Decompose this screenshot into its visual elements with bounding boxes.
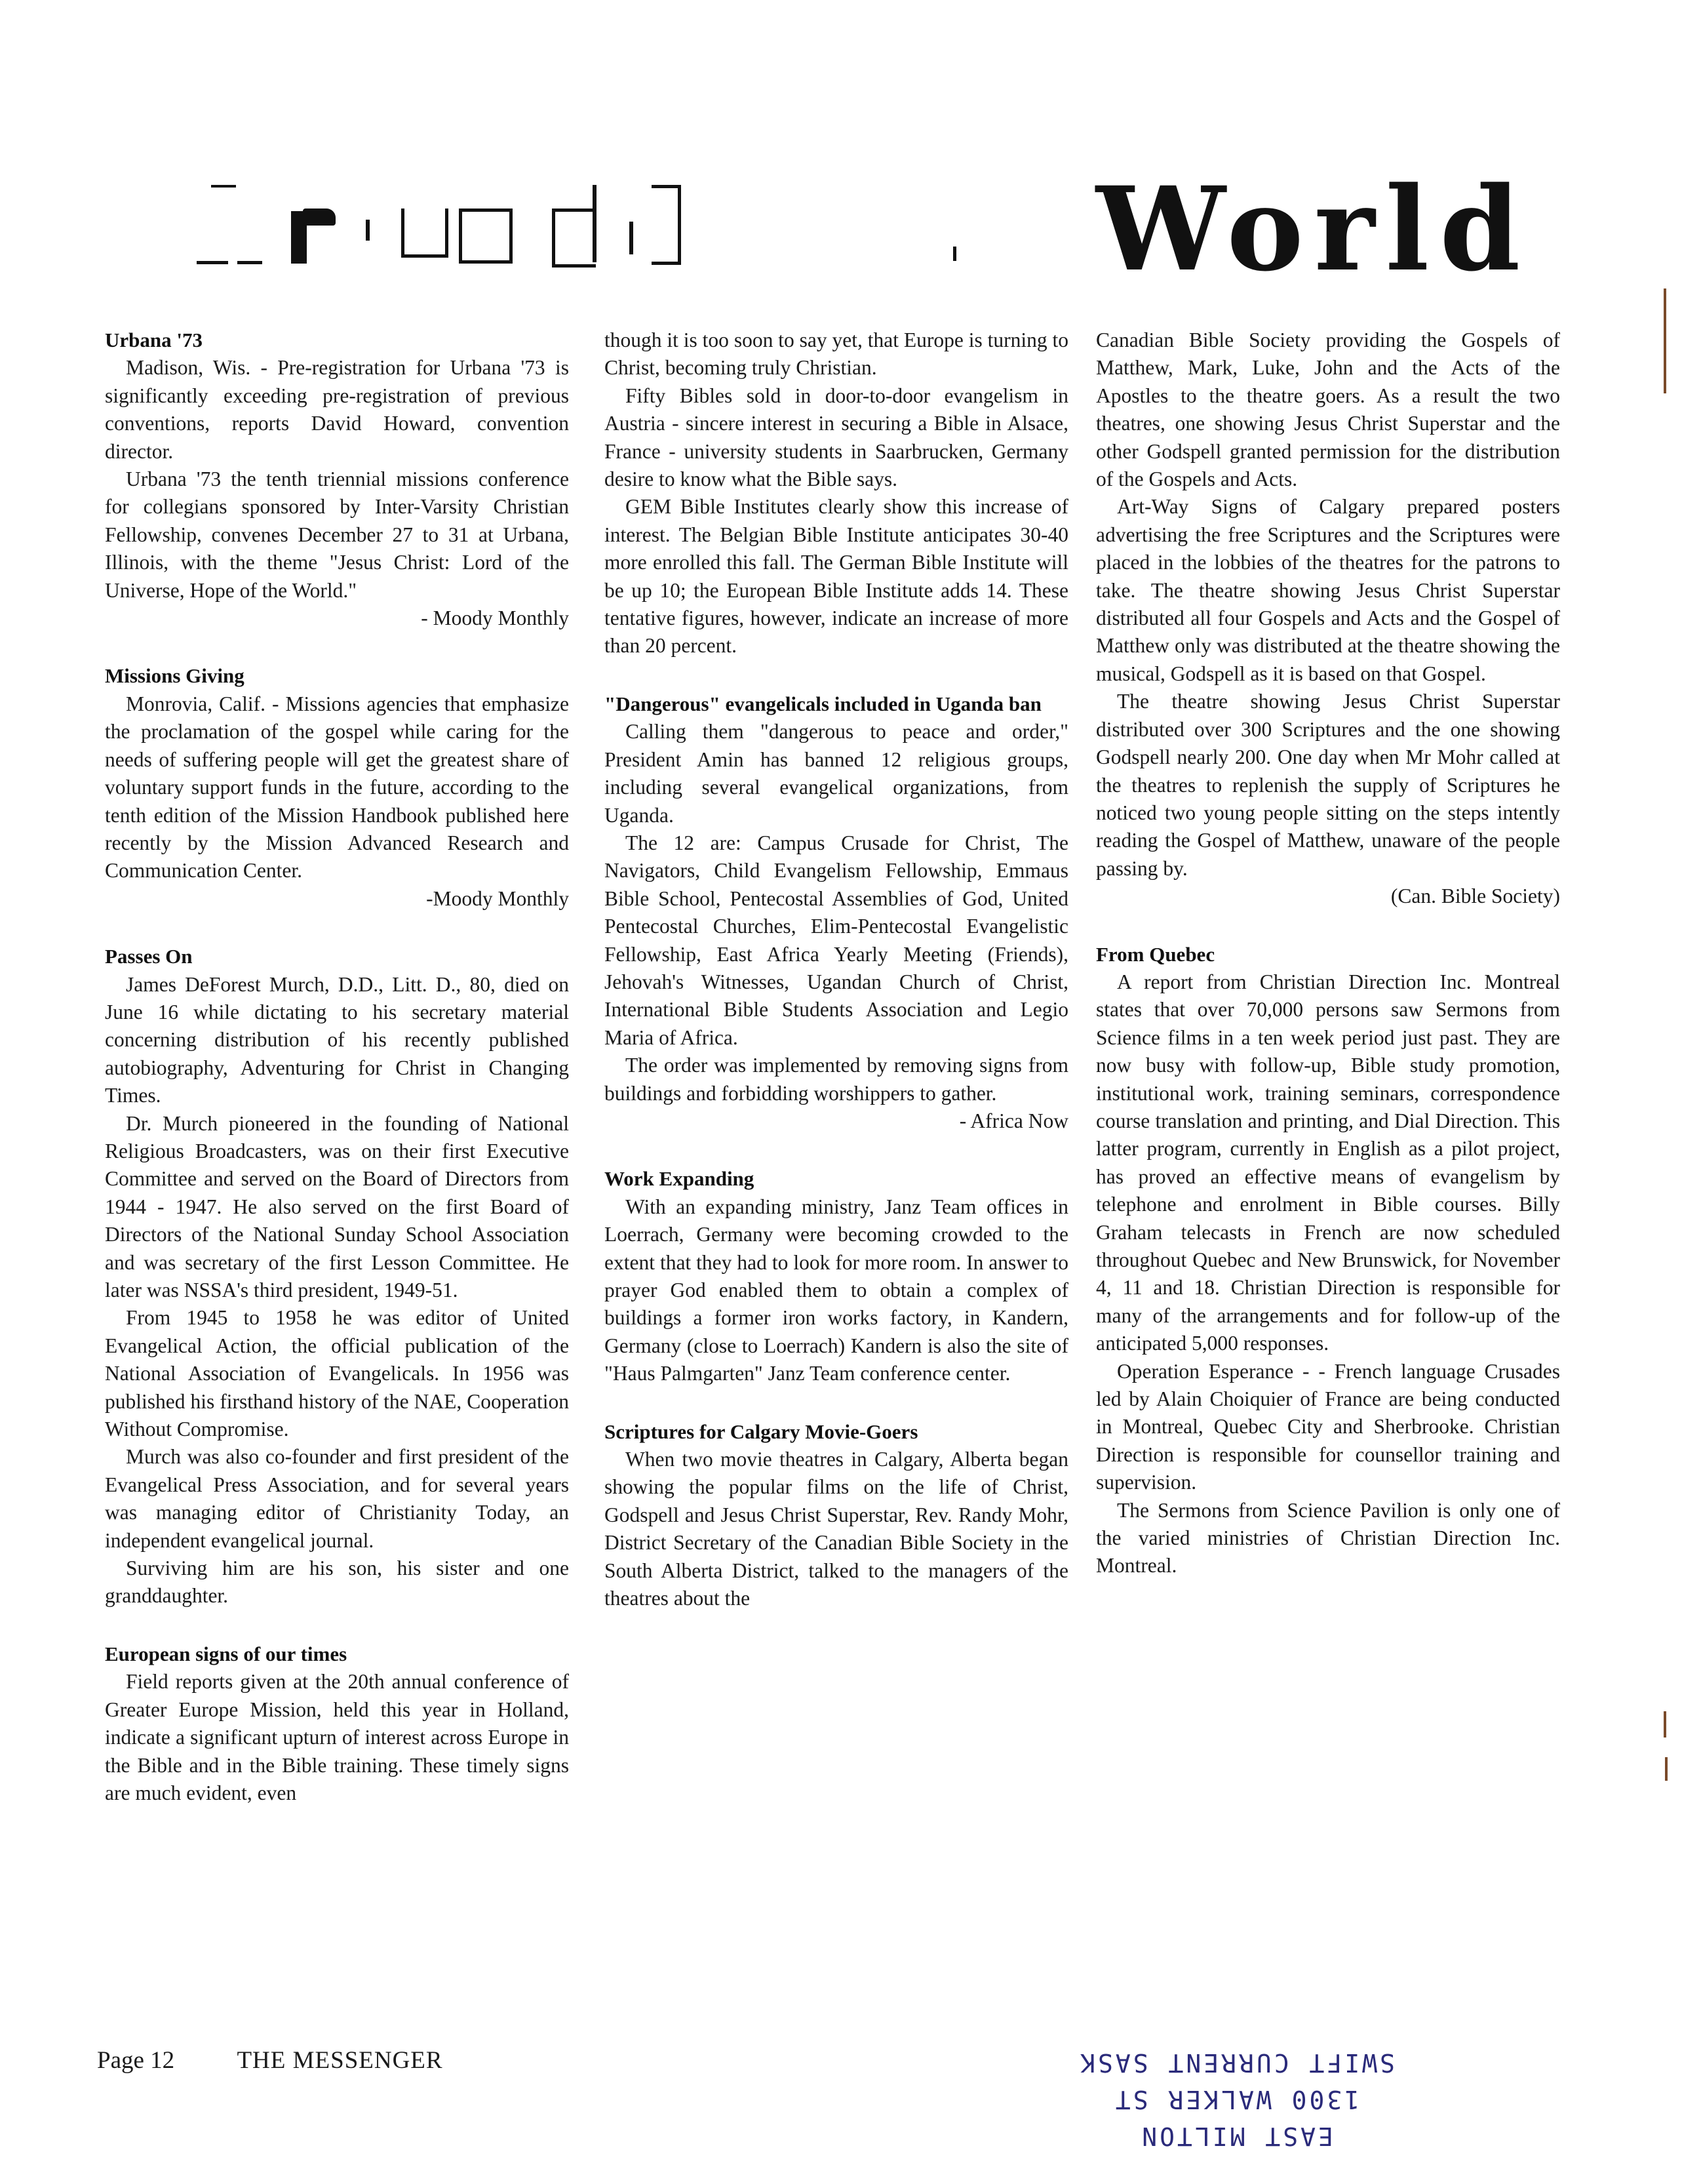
article-uganda-ban	[604, 690, 1068, 1136]
article-paragraph: GEM Bible Institutes clearly show this increase of interest. The Belgian Bible Institute anticipates 30-40 more enrolled this fall. The German Bible Institute will be up 10; the European Bible Institute adds 14. These tentative figures, however, indicate an increase of more than 20 percent.	[604, 495, 1068, 658]
article-paragraph: Surviving him are his son, his sister and one granddaughter.	[105, 1557, 569, 1608]
masthead-fragment	[303, 208, 336, 226]
masthead-fragment	[366, 220, 370, 241]
masthead-fragment	[459, 208, 513, 264]
article-calgary-scriptures-continued	[1096, 327, 1560, 911]
masthead-fragment	[593, 185, 597, 262]
column-1	[105, 327, 569, 1837]
publication-name: THE MESSENGER	[237, 2047, 443, 2074]
article-paragraph: The theatre showing Jesus Christ Superstar distributed over 300 Scriptures and the one showing Godspell nearly 200. One day when Mr Mohr called at the theatres to replenish the supply of Scriptures he noticed two young people sitting on the steps intently reading the Gospel of Matthew, unaware of the people passing by.	[1096, 690, 1560, 880]
article-heading: Missions Giving	[105, 664, 244, 688]
masthead-fragment	[197, 261, 228, 264]
masthead-fragment	[629, 222, 633, 254]
article-paragraph: From 1945 to 1958 he was editor of United Evangelical Action, the official publication of the National Association of Evangelicals. In 1956 was published his firsthand history of the NAE, Cooperation Without Compromise.	[105, 1306, 569, 1441]
article-heading: From Quebec	[1096, 942, 1215, 966]
article-paragraph: Calling them "dangerous to peace and order," President Amin has banned 12 religious groups, including several evangelical organizations, from Uganda.	[604, 720, 1068, 827]
article-source: -Moody Monthly	[426, 886, 569, 910]
column-2	[604, 327, 1068, 1642]
masthead	[0, 0, 1682, 308]
masthead-fragment	[237, 261, 262, 264]
article-paragraph: The 12 are: Campus Crusade for Christ, The Navigators, Child Evangelism Fellowship, Emmaus Bible School, Pentecostal Assemblies of God, United Pentecostal Churches, Elim-Pentecostal Evangelistic Fellowship, East Africa Yearly Meeting (Friends), Jehovah's Witnesses, Ugandan Church of Christ, International Bible Students Association and Legio Maria of Africa.	[604, 831, 1068, 1049]
article-heading: Work Expanding	[604, 1167, 754, 1191]
masthead-fragment	[652, 185, 681, 265]
article-paragraph: The order was implemented by removing signs from buildings and forbidding worshippers to gather.	[604, 1054, 1068, 1105]
masthead-fragment	[401, 208, 448, 258]
article-paragraph: With an expanding ministry, Janz Team offices in Loerrach, Germany were becoming crowded to the extent that they had to look for more room. In answer to prayer God enabled them to obtain a complex of buildings a former iron works factory, in Kandern, Germany (close to Loerrach) Kandern is also the site of "Haus Palmgarten" Janz Team conference center.	[604, 1195, 1068, 1385]
article-paragraph: Canadian Bible Society providing the Gospels of Matthew, Mark, Luke, John and the Acts of the Apostles to the theatre goers. As a result the two theatres, one showing Jesus Christ Superstar and the other Godspell granted permission for the distribution of the Gospels and Acts.	[1096, 328, 1560, 491]
binding-mark	[1664, 288, 1666, 393]
column-3	[1096, 327, 1560, 1610]
label-line: 1300 WALKER ST	[1112, 2085, 1360, 2114]
binding-mark	[1665, 1757, 1668, 1781]
article-heading: European signs of our times	[105, 1642, 347, 1665]
article-paragraph: The Sermons from Science Pavilion is only one of the varied ministries of Christian Direction Inc. Montreal.	[1096, 1498, 1560, 1578]
article-paragraph: Dr. Murch pioneered in the founding of National Religious Broadcasters, was on their first Executive Committee and served on the Board of Directors from 1944 - 1947. He also served on the first Board of Directors of the National Sunday School Association and was secretary of the first Lesson Committee. He later was NSSA's third president, 1949-51.	[105, 1111, 569, 1301]
masthead-fragment	[552, 208, 596, 268]
article-paragraph: James DeForest Murch, D.D., Litt. D., 80, died on June 16 while dictating to his secretary material concerning distribution of his recently published autobiography, Adventuring for Christ in Changing Times.	[105, 972, 569, 1107]
article-paragraph: Monrovia, Calif. - Missions agencies that emphasize the proclamation of the gospel while caring for the needs of suffering people will get the greatest share of voluntary support funds in the future, according to the tenth edition of the Mission Handbook published here recently by the Mission Advanced Research and Communication Center.	[105, 692, 569, 883]
label-line: EAST MILTON	[1139, 2122, 1333, 2151]
article-paragraph: Murch was also co-founder and first president of the Evangelical Press Association, and for several years was managing editor of Christianity Today, an independent evangelical journal.	[105, 1445, 569, 1552]
page-number: Page 12	[97, 2047, 175, 2074]
article-heading: "Dangerous" evangelicals included in Uganda ban	[604, 692, 1042, 715]
article-european-signs	[105, 1640, 569, 1807]
article-paragraph: Field reports given at the 20th annual conference of Greater Europe Mission, held this year in Holland, indicate a significant upturn of interest across Europe in the Bible and in the Bible training. These timely signs are much evident, even	[105, 1670, 569, 1804]
article-work-expanding	[604, 1165, 1068, 1387]
article-paragraph: A report from Christian Direction Inc. Montreal states that over 70,000 persons saw Sermons from Science films in a ten week period just past. They are now busy with follow-up, Bible study promotion, institutional work, training seminars, correspondence course translation and printing, and Dial Direction. This latter program, currently in English as a pilot project, has proved an effective means of evangelism by telephone and enrolment in Bible courses. Billy Graham telecasts in French are now scheduled throughout Quebec and New Brunswick, for November 4, 11 and 18. Christian Direction is responsible for many of the arrangements and for follow-up of the anticipated 5,000 responses.	[1096, 970, 1560, 1355]
masthead-title: World	[1096, 161, 1531, 297]
article-calgary-scriptures	[604, 1418, 1068, 1613]
article-heading: Urbana '73	[105, 328, 203, 351]
masthead-fragment	[211, 185, 236, 188]
label-line: SWIFT CURRENT SASK	[1078, 2048, 1395, 2077]
article-paragraph: Madison, Wis. - Pre-registration for Urbana '73 is significantly exceeding pre-registration of previous conventions, reports David Howard, convention director.	[105, 356, 569, 463]
page-footer	[97, 2044, 443, 2077]
article-source: - Moody Monthly	[421, 606, 569, 630]
article-heading: Passes On	[105, 945, 193, 968]
article-passes-on	[105, 943, 569, 1610]
binding-mark	[1664, 1711, 1666, 1737]
article-paragraph: Operation Esperance - - French language Crusades led by Alain Choiquier of France are being conducted in Montreal, Quebec City and Sherbrooke. Christian Direction is responsible for counsellor training and supervision.	[1096, 1359, 1560, 1494]
article-source: - Africa Now	[959, 1109, 1068, 1132]
article-paragraph: though it is too soon to say yet, that Europe is turning to Christ, becoming truly Christian.	[604, 328, 1068, 380]
mailing-label-stamp	[1066, 2044, 1407, 2154]
article-paragraph: Art-Way Signs of Calgary prepared posters advertising the free Scriptures and the Scriptures were placed in the lobbies of the theatres for the patrons to take. The theatre showing Jesus Christ Superstar distributed all four Gospels and Acts and the Gospel of Matthew only was distributed at the theatre showing the musical, Godspell as it is based on that Gospel.	[1096, 495, 1560, 685]
article-paragraph: Fifty Bibles sold in door-to-door evangelism in Austria - sincere interest in securing a Bible in Alsace, France - university students in Saarbrucken, Germany desire to know what the Bible says.	[604, 384, 1068, 491]
article-urbana	[105, 327, 569, 632]
article-source: (Can. Bible Society)	[1390, 884, 1560, 908]
article-missions-giving	[105, 662, 569, 913]
article-paragraph: Urbana '73 the tenth triennial missions conference for collegians sponsored by Inter-Varsity Christian Fellowship, convenes December 27 to 31 at Urbana, Illinois, with the theme "Jesus Christ: Lord of the Universe, Hope of the World."	[105, 467, 569, 602]
article-paragraph: When two movie theatres in Calgary, Alberta began showing the popular films on the life of Christ, Godspell and Jesus Christ Superstar, Rev. Randy Mohr, District Secretary of the Canadian Bible Society in the South Alberta District, talked to the managers of the theatres about the	[604, 1448, 1068, 1610]
masthead-fragment	[953, 247, 956, 261]
article-from-quebec	[1096, 941, 1560, 1580]
article-heading: Scriptures for Calgary Movie-Goers	[604, 1420, 918, 1443]
article-european-signs-continued	[604, 327, 1068, 660]
